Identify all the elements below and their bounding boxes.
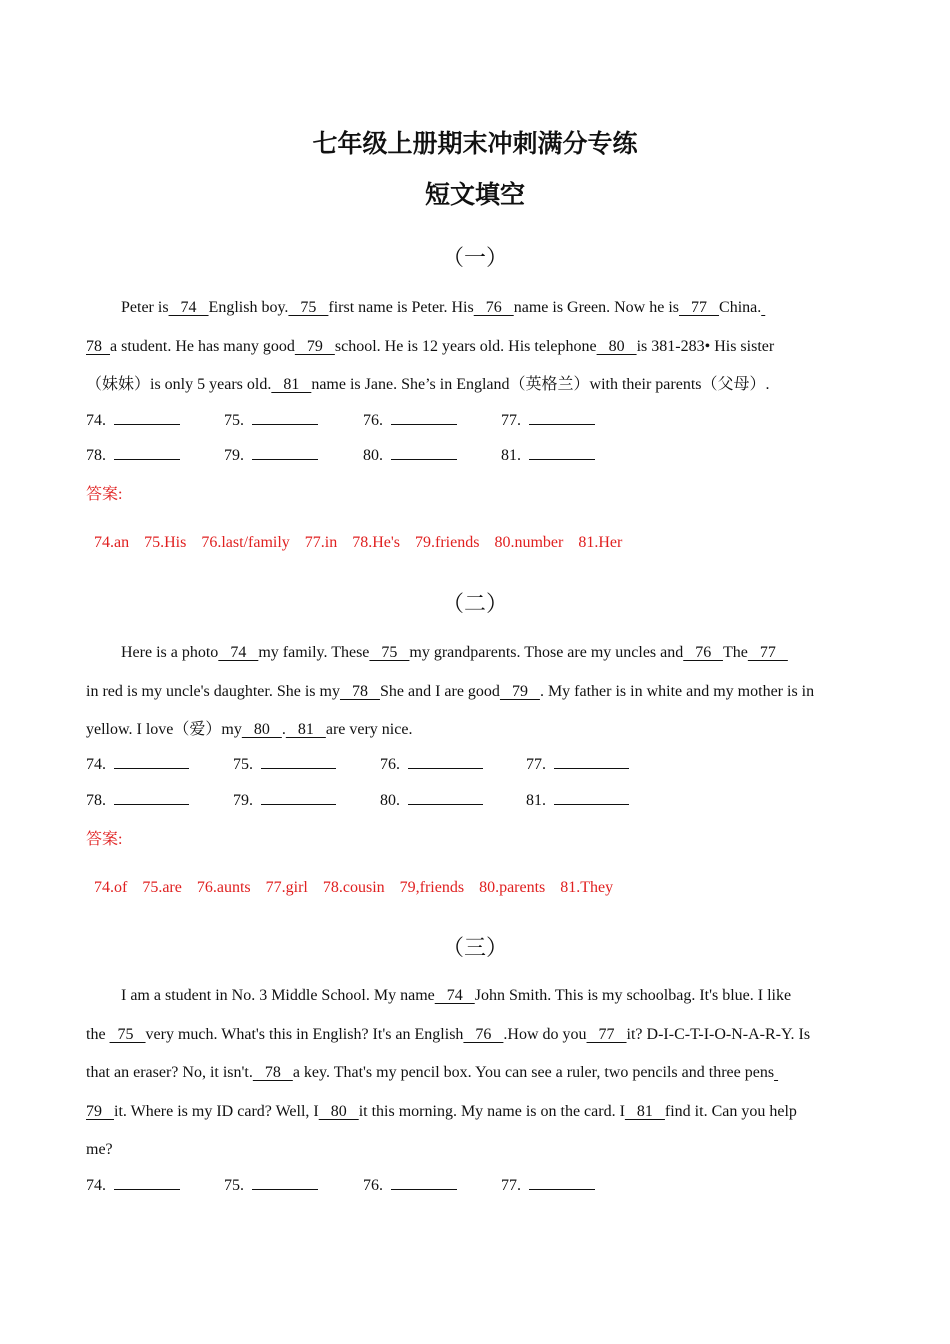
answer-item: 74.an	[94, 534, 130, 551]
answer-blank[interactable]	[391, 445, 457, 460]
answer-item: 76.last/family	[201, 534, 290, 551]
section-1-answer-key	[86, 516, 637, 552]
section-1-passage: Peter is 74 English boy. 75 first name is Peter. His 76 name is Green. Now he is 77 China. 78 a student. He has many good 79 school. He is 12 years old. His telephone 80 is 381-283• His sister （妹妹）is only 5 years old. 81 name is Jane. She’s in England（英格兰）with their parents（父母）.	[86, 299, 775, 393]
answer-blank[interactable]	[252, 445, 318, 460]
answer-blank[interactable]	[252, 410, 318, 425]
answer-item: 80.number	[494, 534, 564, 551]
answer-item: 77.girl	[265, 879, 308, 896]
page-subtitle: 短文填空	[424, 180, 525, 209]
answer-item: 79,friends	[399, 879, 465, 896]
answer-blank[interactable]	[261, 790, 336, 805]
page-title: 七年级上册期末冲刺满分专练	[312, 129, 638, 158]
answer-blank[interactable]	[529, 445, 595, 460]
answer-blank[interactable]	[408, 790, 483, 805]
answer-blank[interactable]	[261, 754, 336, 769]
answer-item: 78.cousin	[322, 879, 385, 896]
answer-item: 79.friends	[415, 534, 480, 551]
section-1-answer-label: 答案:	[86, 486, 123, 503]
answer-item: 81.They	[560, 879, 614, 896]
answer-blank[interactable]	[554, 754, 629, 769]
answer-blank[interactable]	[114, 790, 189, 805]
section-1-heading: （一）	[441, 246, 508, 271]
section-2-answer-key	[86, 861, 628, 897]
answer-blank[interactable]	[391, 410, 457, 425]
answer-blank[interactable]	[529, 410, 595, 425]
section-2-heading: （二）	[441, 592, 508, 617]
answer-blank[interactable]	[252, 1175, 318, 1190]
answer-blank[interactable]	[114, 410, 180, 425]
section-2-answer-label: 答案:	[86, 831, 123, 848]
answer-blank[interactable]	[114, 754, 189, 769]
answer-blank[interactable]	[391, 1175, 457, 1190]
answer-item: 77.in	[304, 534, 338, 551]
section-3-heading: （三）	[441, 936, 508, 961]
answer-item: 78.He's	[352, 534, 400, 551]
answer-item: 75.His	[144, 534, 187, 551]
answer-item: 75.are	[142, 879, 182, 896]
answer-blank[interactable]	[114, 1175, 180, 1190]
section-3-passage: I am a student in No. 3 Middle School. My name 74 John Smith. This is my schoolbag. It's blue. I like the 75 very much. What's this in English? It's an English 76 .How do you 77 it? D-I-C-T-I-O-N-A-R-Y. Is that an eraser? No, it isn't. 78 a key. That's my pencil box. You can see a ruler, two pencils and three pens 79 it. Where is my ID card? Well, I 80 it this morning. My name is on the card. I 81 find it. Can you help me?	[86, 987, 811, 1158]
answer-blank[interactable]	[529, 1175, 595, 1190]
answer-blank[interactable]	[114, 445, 180, 460]
answer-blank[interactable]	[554, 790, 629, 805]
answer-item: 81.Her	[578, 534, 623, 551]
answer-item: 80.parents	[479, 879, 546, 896]
section-2-passage: Here is a photo 74 my family. These 75 my grandparents. Those are my uncles and 76 The 77 in red is my uncle's daughter. She is my 78 She and I are good 79 . My father is in white and my mother is in yellow. I love（爱）my 80 . 81 are very nice.	[86, 644, 815, 738]
answer-item: 74.of	[94, 879, 128, 896]
answer-blank[interactable]	[408, 754, 483, 769]
answer-item: 76.aunts	[196, 879, 251, 896]
